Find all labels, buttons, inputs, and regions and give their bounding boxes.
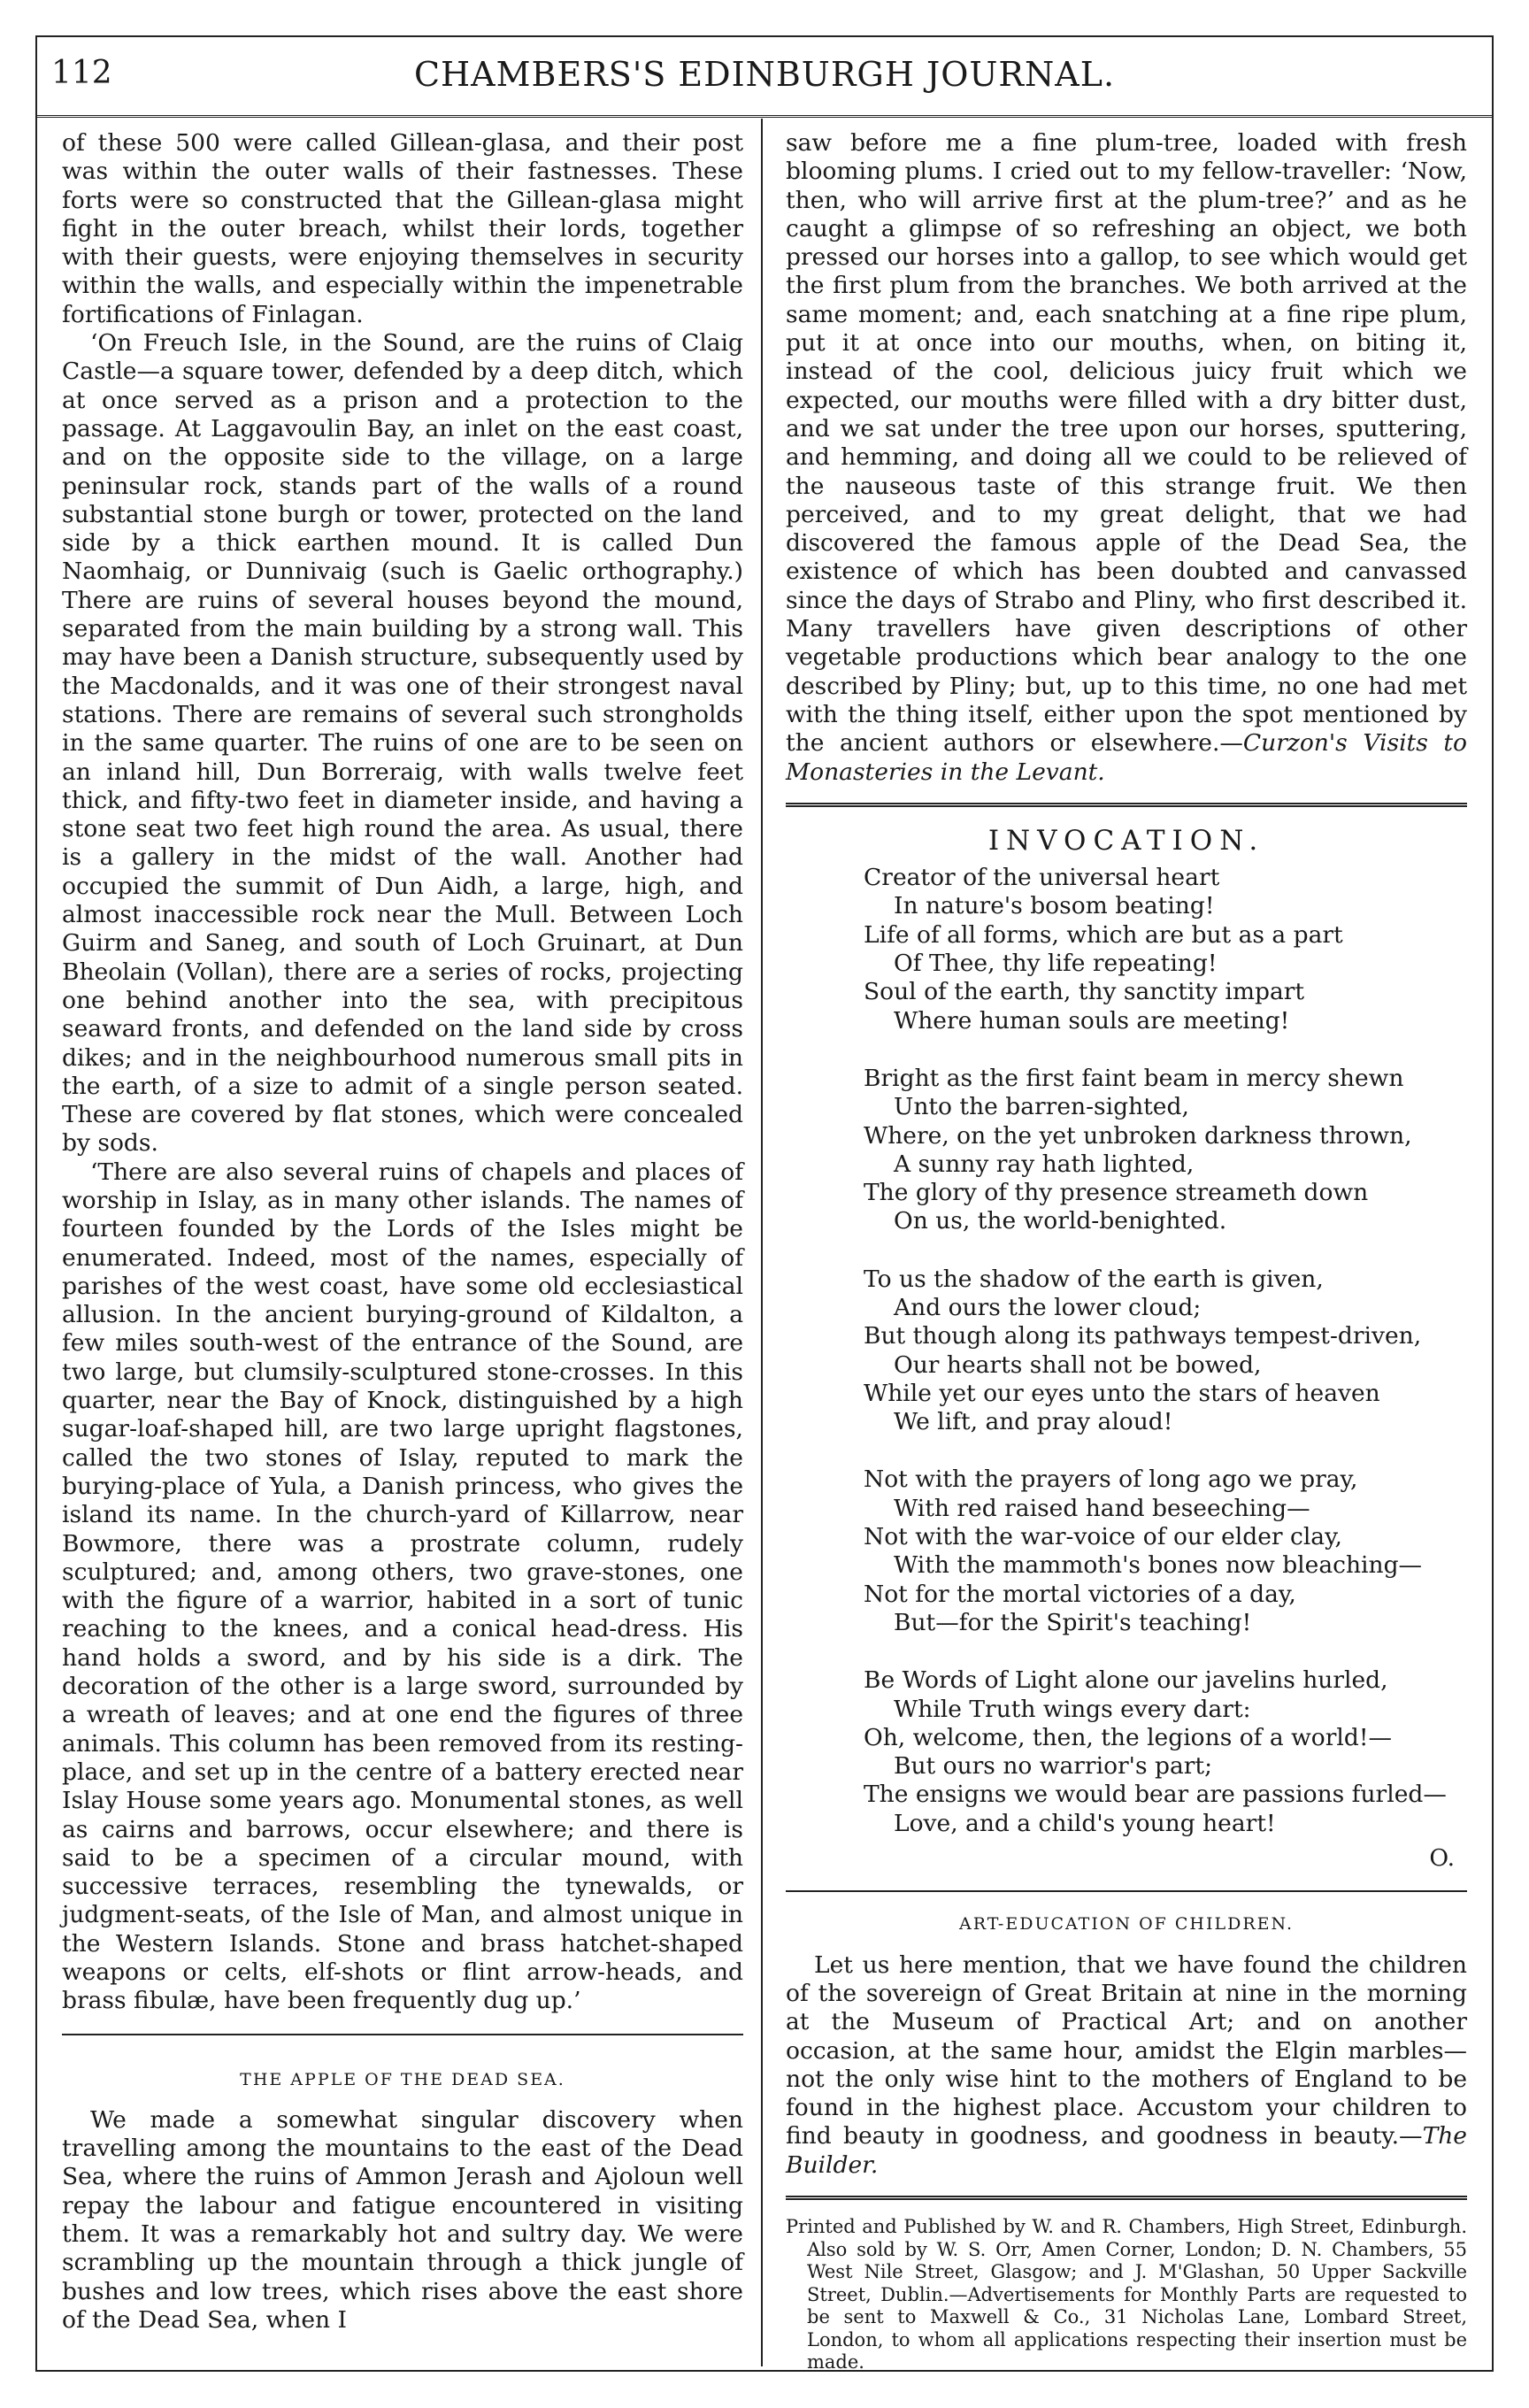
printer-imprint: Printed and Published by W. and R. Chambers, High Street, Edinburgh. Also sold by W. S. Orr, Amen Corner, London; D. N. Chambers, 55 West Nile Street, Glasgow; and J. M'Glashan, 50 Upper Sackville Street, Dublin.—Advertisements for Monthly Parts are requested to be sent to Maxwell & Co., 31 Nicholas Lane, Lombard Street, London, to whom all applications respecting their insertion must be made.	[786, 2216, 1467, 2373]
poem-line: But though along its pathways tempest-driven,	[864, 1322, 1422, 1350]
poem-line: And ours the lower cloud;	[894, 1293, 1202, 1321]
poem-signature: O.	[1429, 1844, 1455, 1873]
islay-paragraph-2: ‘On Freuch Isle, in the Sound, are the ruins of Claig Castle—a square tower, defended by a deep ditch, which at once served as a prison and a protection to the passage. At Laggavoulin Bay, an inlet on the east coast, and on the opposite side to the village, on a large peninsular rock, stands part of the walls of a round substantial stone burgh or tower, protected on the land side by a thick earthen mound. It is called Dun Naomhaig, or Dunnivaig (such is Gaelic orthography.) There are ruins of several houses beyond the mound, separated from the main building by a strong wall. This may have been a Danish structure, subsequently used by the Macdonalds, and it was one of their strongest naval stations. There are remains of several such strongholds in the same quarter. The ruins of one are to be seen on an inland hill, Dun Borreraig, with walls twelve feet thick, and fifty-two feet in diameter inside, and having a stone seat two feet high round the area. As usual, there is a gallery in the midst of the wall. Another had occupied the summit of Dun Aidh, a large, high, and almost inaccessible rock near the Mull. Between Loch Guirm and Saneg, and south of Loch Gruinart, at Dun Bheolain (Vollan), there are a series of rocks, projecting one behind another into the sea, with precipitous seaward fronts, and defended on the land side by cross dikes; and in the neighbourhood numerous small pits in the earth, of a size to admit of a single person seated. These are covered by flat stones, which were concealed by sods.	[62, 329, 743, 1158]
poem-line: The ensigns we would bear are passions furled—	[864, 1781, 1447, 1809]
section-divider	[786, 2196, 1467, 2200]
art-education-citation: The Builder.	[786, 2122, 1467, 2179]
art-education-title: ART-EDUCATION OF CHILDREN.	[959, 1914, 1294, 1935]
poem-line: To us the shadow of the earth is given,	[864, 1265, 1324, 1293]
poem-line: Soul of the earth, thy sanctity impart	[864, 978, 1305, 1006]
apple-continuation-text: saw before me a fine plum-tree, loaded with fresh blooming plums. I cried out to my fellow-traveller: ‘Now, then, who will arrive first at the plum-tree?’ and as he caught a glimpse of so refreshing an object, we both pressed our horses into a gallop, to see which would get the first plum from the branches. We both arrived at the same moment; and, each snatching at a fine ripe plum, put it at once into our mouths, when, on biting it, instead of the cool, delicious juicy fruit which we expected, our mouths were filled with a dry bitter dust, and we sat under the tree upon our horses, sputtering, and hemming, and doing all we could to be relieved of the nauseous taste of this strange fruit. We then perceived, and to my great delight, that we had discovered the famous apple of the Dead Sea, the existence of which has been doubted and canvassed since the days of Strabo and Pliny, who first described it. Many travellers have given descriptions of other vegetable productions which bear analogy to the one described by Pliny; but, up to this time, no one had met with the thing itself, either upon the spot mentioned by the ancient authors or elsewhere.—	[786, 129, 1467, 758]
poem-stanza-4	[864, 1466, 1467, 1637]
poem-line: With the mammoth's bones now bleaching—	[894, 1551, 1423, 1580]
poem-line: Not with the war-voice of our elder clay,	[864, 1523, 1342, 1551]
art-education-paragraph	[786, 1951, 1467, 2180]
poem-line: Creator of the universal heart	[864, 864, 1220, 892]
islay-paragraph-3: ‘There are also several ruins of chapels and places of worship in Islay, as in many other islands. The names of fourteen founded by the Lords of the Isles might be enumerated. Indeed, most of the names, especially of parishes of the west coast, have some old ecclesiastical allusion. In the ancient burying-ground of Kildalton, a few miles south-west of the entrance of the Sound, are two large, but clumsily-sculptured stone-crosses. In this quarter, near the Bay of Knock, distinguished by a high sugar-loaf-shaped hill, are two large upright flagstones, called the two stones of Islay, reputed to mark the burying-place of Yula, a Danish princess, who gives the island its name. In the church-yard of Killarrow, near Bowmore, there was a prostrate column, rudely sculptured; and, among others, two grave-stones, one with the figure of a warrior, habited in a sort of tunic reaching to the knees, and a conical head-dress. His hand holds a sword, and by his side is a dirk. The decoration of the other is a large sword, surrounded by a wreath of leaves; and at one end the figures of three animals. This column has been removed from its resting-place, and set up in the centre of a battery erected near Islay House some years ago. Monumental stones, as well as cairns and barrows, occur elsewhere; and there is said to be a specimen of a circular mound, with successive terraces, resembling the tynewalds, or judgment-seats, of the Isle of Man, and almost unique in the Western Islands. Stone and brass hatchet-shaped weapons or celts, elf-shots or flint arrow-heads, and brass fibulæ, have been frequently dug up.’	[62, 1158, 743, 2015]
poem-line: Not with the prayers of long ago we pray,	[864, 1466, 1358, 1494]
poem-line: Unto the barren-sighted,	[894, 1093, 1189, 1121]
left-column	[62, 129, 743, 2335]
section-divider	[786, 1890, 1467, 1892]
poem-title: INVOCATION.	[987, 824, 1265, 857]
journal-title: CHAMBERS'S EDINBURGH JOURNAL.	[413, 55, 1116, 94]
poem-line: With red raised hand beseeching—	[894, 1494, 1310, 1522]
column-divider	[761, 119, 763, 2366]
poem-line: Of Thee, thy life repeating!	[894, 950, 1218, 978]
poem-line: But ours no warrior's part;	[894, 1752, 1213, 1781]
poem-line: On us, the world-benighted.	[894, 1207, 1227, 1235]
page-number: 112	[51, 55, 112, 91]
poem-stanza-3	[864, 1266, 1467, 1437]
poem-stanza-5	[864, 1666, 1467, 1838]
poem-line: In nature's bosom beating!	[894, 892, 1215, 920]
poem-line: The glory of thy presence streameth down	[864, 1179, 1369, 1207]
section-divider	[786, 803, 1467, 807]
poem-stanza-2	[864, 1065, 1467, 1236]
right-column	[786, 129, 1467, 2374]
poem-line: While Truth wings every dart:	[894, 1695, 1251, 1723]
poem-line: Oh, welcome, then, the legions of a world!—	[864, 1723, 1393, 1751]
poem-line: Life of all forms, which are but as a part	[864, 920, 1343, 949]
poem-stanza-1	[864, 864, 1467, 1035]
poem-line: Be Words of Light alone our javelins hurled,	[864, 1666, 1388, 1695]
poem-line: A sunny ray hath lighted,	[894, 1150, 1195, 1178]
art-education-text: Let us here mention, that we have found the children of the sovereign of Great Britain at nine in the morning at the Museum of Practical Art; and on another occasion, at the same hour, amidst the Elgin marbles—not the only wise hint to the mothers of England to be found in the highest place. Accustom your children to find beauty in goodness, and goodness in beauty.—	[786, 1950, 1467, 2150]
poem-line: We lift, and pray aloud!	[894, 1408, 1173, 1436]
islay-paragraph-1: of these 500 were called Gillean-glasa, and their post was within the outer walls of their fastnesses. These forts were so constructed that the Gillean-glasa might fight in the outer breach, whilst their lords, together with their guests, were enjoying themselves in security within the walls, and especially within the impenetrable fortifications of Finlagan.	[62, 129, 743, 328]
poem-line: Our hearts shall not be bowed,	[894, 1350, 1262, 1379]
section-divider	[62, 2034, 743, 2035]
poem-line: Where, on the yet unbroken darkness thrown,	[864, 1121, 1412, 1150]
poem-line: Love, and a child's young heart!	[894, 1809, 1276, 1837]
apple-article-paragraph: We made a somewhat singular discovery when travelling among the mountains to the east of the Dead Sea, where the ruins of Ammon Jerash and Ajoloun well repay the labour and fatigue encountered in visiting them. It was a remarkably hot and sultry day. We were scrambling up the mountain through a thick jungle of bushes and low trees, which rises above the east shore of the Dead Sea, when I	[62, 2105, 743, 2334]
poem-line: Bright as the first faint beam in mercy shewn	[864, 1064, 1404, 1092]
page-header	[37, 37, 1492, 118]
apple-article-title: THE APPLE OF THE DEAD SEA.	[240, 2069, 565, 2089]
poem-line: Where human souls are meeting!	[894, 1006, 1290, 1035]
apple-article-continuation	[786, 129, 1467, 787]
poem-line: Not for the mortal victories of a day,	[864, 1580, 1296, 1608]
poem-line: But—for the Spirit's teaching!	[894, 1608, 1252, 1636]
apple-citation: Curzon's Visits to Monasteries in the Levant.	[786, 729, 1467, 786]
journal-page	[35, 35, 1494, 2372]
poem-line: While yet our eyes unto the stars of heaven	[864, 1379, 1380, 1407]
